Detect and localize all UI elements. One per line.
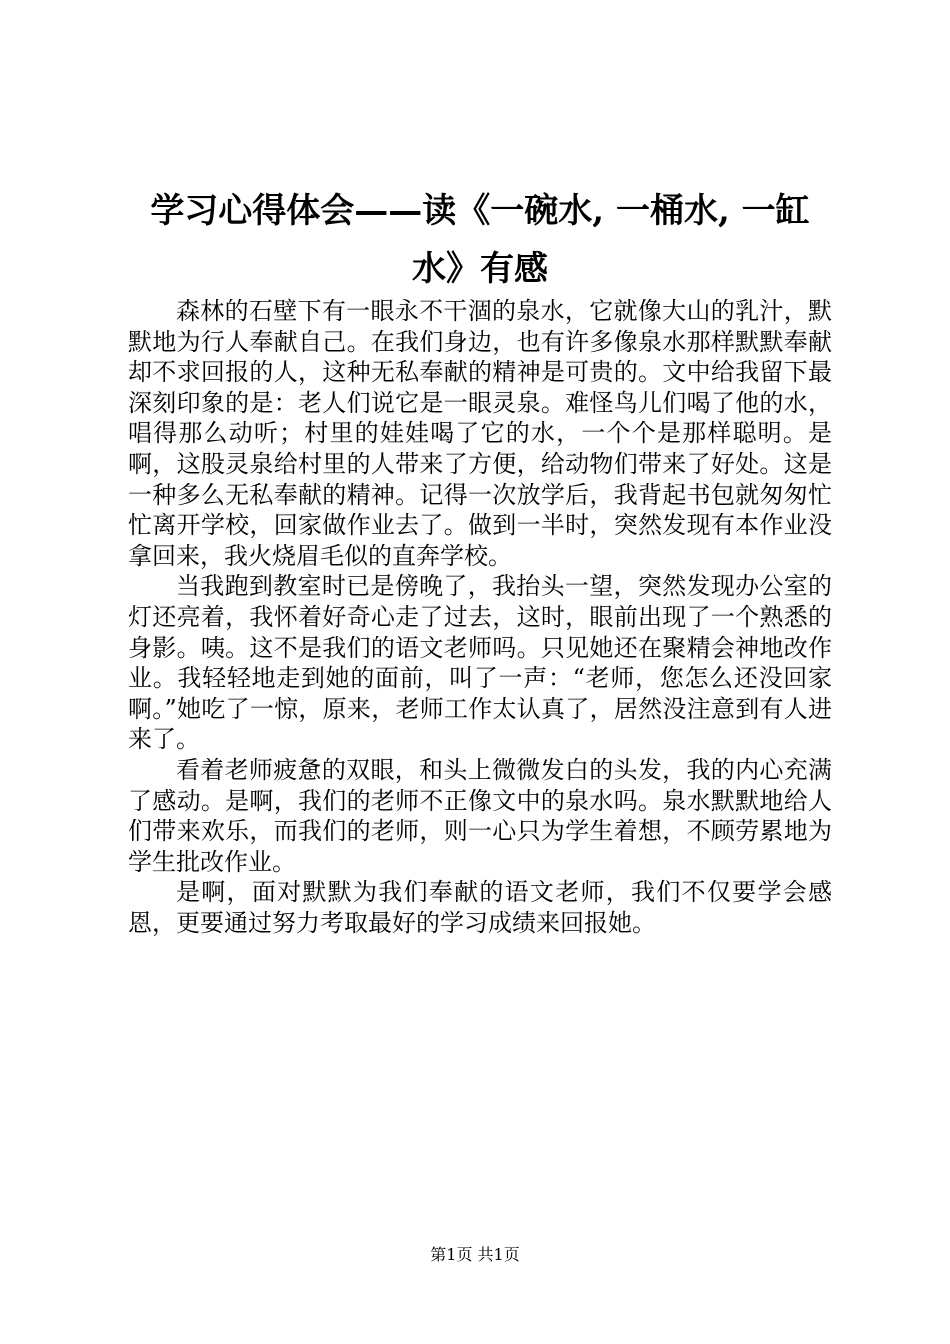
paragraph: 是啊，面对默默为我们奉献的语文老师，我们不仅要学会感恩，更要通过努力考取最好的学习成绩来回报她。: [128, 878, 832, 937]
document-title: 学习心得体会——读《一碗水, 一桶水, 一缸水》有感: [150, 191, 810, 289]
paragraph: 看着老师疲惫的双眼，和头上微微发白的头发，我的内心充满了感动。是啊，我们的老师不正像文中的泉水吗。泉水默默地给人们带来欢乐，而我们的老师，则一心只为学生着想，不顾劳累地为学生批改作业。: [128, 755, 832, 876]
document-body: [128, 296, 832, 938]
paragraph: 森林的石壁下有一眼永不干涸的泉水，它就像大山的乳汁，默默地为行人奉献自己。在我们身边，也有许多像泉水那样默默奉献却不求回报的人，这种无私奉献的精神是可贵的。文中给我留下最深刻印象的是：老人们说它是一眼灵泉。难怪鸟儿们喝了他的水，唱得那么动听；村里的娃娃喝了它的水，一个个是那样聪明。是啊，这股灵泉给村里的人带来了方便，给动物们带来了好处。这是一种多么无私奉献的精神。记得一次放学后，我背起书包就匆匆忙忙离开学校，回家做作业去了。做到一半时，突然发现有本作业没拿回来，我火烧眉毛似的直奔学校。: [128, 297, 832, 570]
page-footer: 第1页 共1页: [430, 1245, 520, 1264]
paragraph: 当我跑到教室时已是傍晚了，我抬头一望，突然发现办公室的灯还亮着，我怀着好奇心走了过去，这时，眼前出现了一个熟悉的身影。咦。这不是我们的语文老师吗。只见她还在聚精会神地改作业。我轻轻地走到她的面前，叫了一声：“老师，您怎么还没回家啊。”她吃了一惊，原来，老师工作太认真了，居然没注意到有人进来了。: [128, 572, 832, 754]
